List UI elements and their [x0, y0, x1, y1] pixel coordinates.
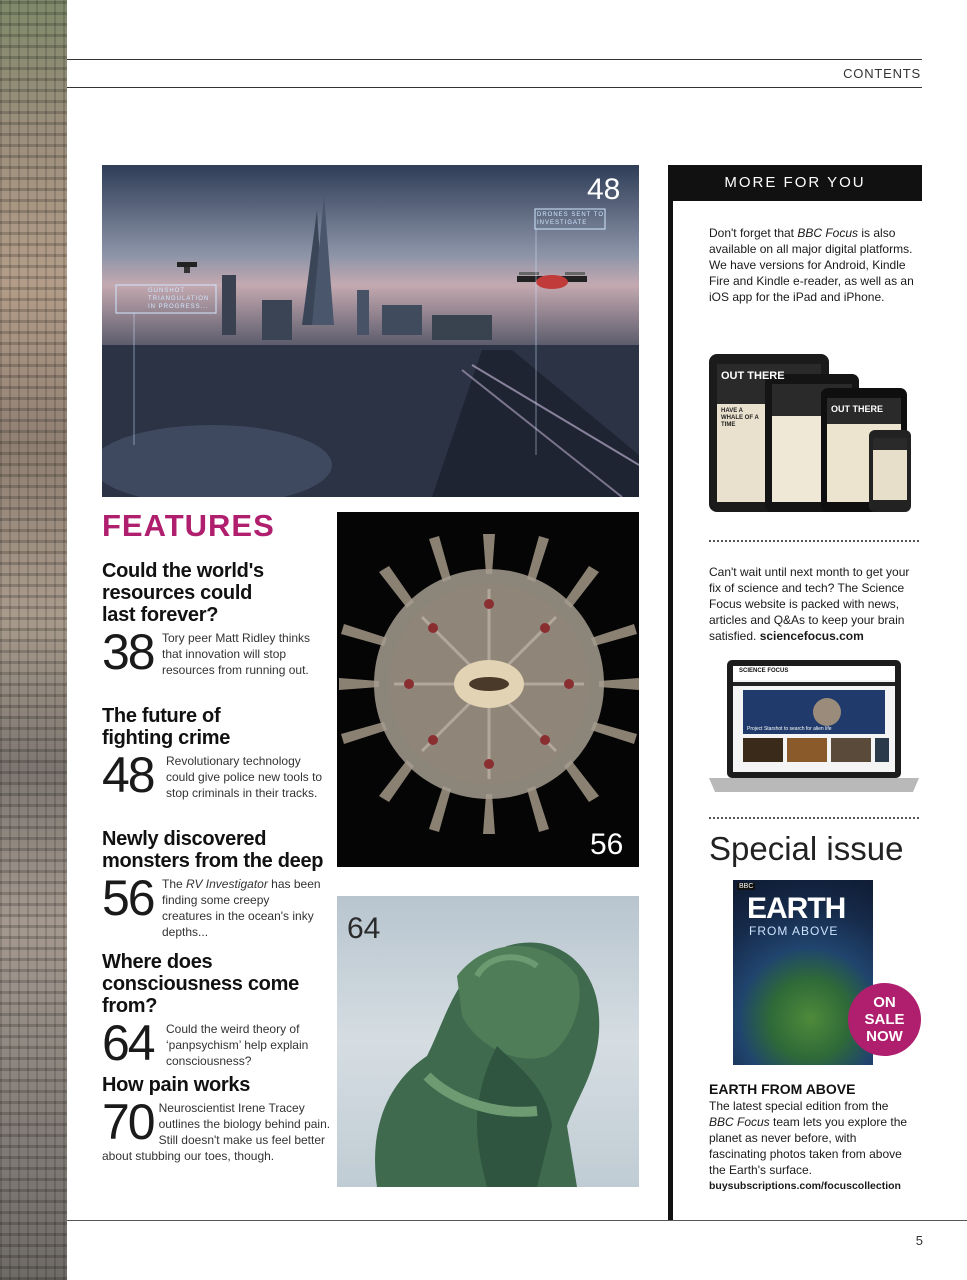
feature-item[interactable] [102, 705, 332, 801]
feature-page-number: 64 [102, 1015, 154, 1071]
website-caption: Project Starshot to search for alien life [747, 726, 832, 732]
feature-description: Revolutionary technology could give police new tools to stop criminals in their tracks. [166, 754, 323, 800]
sidebar-divider [709, 540, 919, 542]
feature-title[interactable]: Could the world's resources could last forever? [102, 560, 264, 626]
gunshot-callout: GUNSHOT TRIANGULATION IN PROGRESS... [148, 288, 210, 310]
statue-page-number: 64 [347, 912, 381, 945]
special-issue-description: The latest special edition from the BBC Focus team lets you explore the planet as never before, with fascinating photos taken from above the Earth's surface. [709, 1099, 908, 1177]
tablet-subhead: HAVE A WHALE OF A TIME [721, 408, 759, 428]
feature-page-number: 38 [102, 624, 154, 680]
feature-title[interactable]: How pain works [102, 1074, 251, 1096]
feature-item[interactable] [102, 560, 332, 678]
feature-page-number: 70 [102, 1094, 154, 1150]
cover-title: EARTH [747, 892, 846, 925]
feature-page-number: 48 [102, 747, 154, 803]
feature-title[interactable]: Newly discovered monsters from the deep [102, 828, 324, 872]
on-sale-badge: ON SALE NOW [848, 983, 921, 1056]
tablet-headline: OUT THERE [721, 370, 785, 382]
sidebar-divider [709, 817, 919, 819]
feature-description: Neuroscientist Irene Tracey outlines the biology behind pain. Still doesn't make us feel better about stubbing our toes, though. [102, 1101, 331, 1163]
feature-item[interactable] [102, 1074, 332, 1164]
subscription-link[interactable]: buysubscriptions.com/focuscollection [709, 1180, 901, 1192]
special-issue-heading: Special issue [709, 830, 904, 867]
drone-callout: DRONES SENT TO INVESTIGATE [537, 212, 605, 226]
city-aerial-photo-strip [0, 0, 67, 1280]
tablet-headline-2: OUT THERE [831, 404, 884, 414]
page-number: 5 [915, 1233, 923, 1248]
digital-editions-text: Don't forget that BBC Focus is also available on all major digital platforms. We have versions for Android, Kindle Fire and Kindle e-reader, as well as an iOS app for the iPad and iPhone. [709, 226, 914, 304]
creature-page-number: 56 [590, 828, 624, 861]
creature-illustration [337, 512, 639, 867]
bbc-logo: BBC [739, 883, 754, 890]
website-promo-text: Can't wait until next month to get your fix of science and tech? The Science Focus website is packed with news, articles and Q&As to keep your brain satisfied. sciencefocus.com [709, 565, 910, 643]
feature-item[interactable] [102, 828, 332, 940]
deep-sea-creature-image[interactable] [337, 512, 639, 867]
section-label: CONTENTS [843, 66, 921, 81]
city-page-number: 48 [587, 173, 621, 206]
feature-title[interactable]: Where does consciousness come from? [102, 951, 299, 1017]
statue-illustration [337, 896, 639, 1187]
special-issue-title: EARTH FROM ABOVE [709, 1081, 856, 1097]
footer-rule [67, 1220, 967, 1221]
magazine-name: BBC Focus [797, 226, 859, 240]
team-name: BBC Focus [709, 1115, 770, 1129]
feature-description: Could the weird theory of ‘panpsychism’ help explain consciousness? [166, 1022, 309, 1068]
feature-description: Tory peer Matt Ridley thinks that innovation will stop resources from running out. [162, 631, 311, 677]
feature-page-number: 56 [102, 870, 154, 926]
ship-name: RV Investigator [186, 877, 268, 891]
feature-item[interactable] [102, 951, 332, 1069]
future-city-image[interactable] [102, 165, 639, 497]
website-title: SCIENCE FOCUS [739, 668, 789, 674]
cover-subtitle: FROM ABOVE [749, 924, 839, 938]
website-link[interactable]: sciencefocus.com [759, 629, 864, 643]
sidebar-border [668, 165, 673, 1220]
digital-devices-image [709, 352, 919, 517]
thinker-statue-image[interactable] [337, 896, 639, 1187]
features-heading: FEATURES [102, 508, 275, 543]
laptop-website-image [709, 658, 919, 796]
header-rule-bottom [67, 87, 922, 88]
sidebar-header: MORE FOR YOU [668, 165, 922, 201]
feature-description: The RV Investigator has been finding some creepy creatures in the ocean's inky depths... [162, 877, 321, 939]
feature-title[interactable]: The future of fighting crime [102, 705, 231, 749]
header-rule-top [67, 59, 922, 60]
